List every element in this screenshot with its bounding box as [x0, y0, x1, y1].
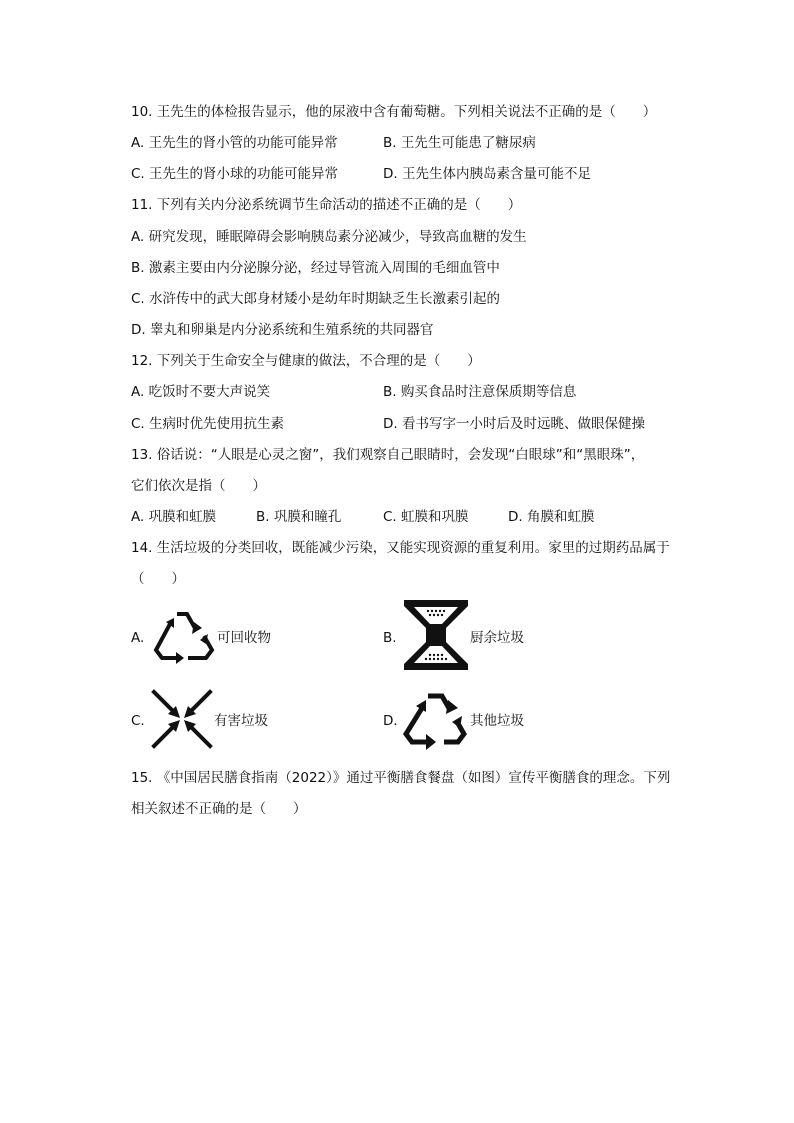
question-14-stem-line2: （ ）: [131, 571, 185, 587]
question-10-stem: 10. 王先生的体检报告显示，他的尿液中含有葡萄糖。下列相关说法不正确的是（ ）: [131, 104, 657, 120]
question-12-option-d: D. 看书写字一小时后及时远眺、做眼保健操: [383, 416, 645, 432]
question-12-option-b: B. 购买食品时注意保质期等信息: [383, 384, 577, 400]
hourglass-icon: [402, 598, 470, 672]
question-13-option-d: D. 角膜和虹膜: [508, 509, 595, 525]
question-11-option-d: D. 睾丸和卵巢是内分泌系统和生殖系统的共同器官: [131, 322, 434, 338]
question-14-option-a-letter: A.: [131, 630, 145, 646]
triangle-arrows-icon: [402, 688, 468, 750]
question-14-option-d-label: 其他垃圾: [470, 713, 524, 729]
question-10-option-a: A. 王先生的肾小管的功能可能异常: [131, 135, 338, 151]
inward-arrows-cross-icon: [150, 688, 214, 750]
question-15-stem-line2: 相关叙述不正确的是（ ）: [131, 801, 307, 817]
question-11-option-c: C. 水浒传中的武大郎身材矮小是幼年时期缺乏生长激素引起的: [131, 291, 501, 307]
question-14-option-b-label: 厨余垃圾: [470, 630, 524, 646]
question-11-option-b: B. 激素主要由内分泌腺分泌，经过导管流入周围的毛细血管中: [131, 260, 500, 276]
question-13-stem-line2: 它们依次是指（ ）: [131, 478, 266, 494]
question-10-option-d: D. 王先生体内胰岛素含量可能不足: [383, 166, 591, 182]
question-13-stem-line1: 13. 俗话说：“人眼是心灵之窗”，我们观察自己眼睛时，会发现“白眼球”和“黑眼珠”，: [131, 447, 645, 463]
question-14-option-a-label: 可回收物: [217, 630, 271, 646]
question-11-stem: 11. 下列有关内分泌系统调节生命活动的描述不正确的是（ ）: [131, 197, 522, 213]
question-11-option-a: A. 研究发现，睡眠障碍会影响胰岛素分泌减少，导致高血糖的发生: [131, 229, 527, 245]
question-14-stem-line1: 14. 生活垃圾的分类回收，既能减少污染，又能实现资源的重复利用。家里的过期药品属于: [131, 540, 670, 556]
question-12-stem: 12. 下列关于生命安全与健康的做法，不合理的是（ ）: [131, 353, 481, 369]
question-14-option-c-label: 有害垃圾: [214, 713, 268, 729]
question-13-option-b: B. 巩膜和瞳孔: [256, 509, 342, 525]
question-12-option-c: C. 生病时优先使用抗生素: [131, 416, 285, 432]
question-14-option-c-letter: C.: [131, 713, 145, 729]
question-14-option-b-letter: B.: [383, 630, 397, 646]
recycle-arrows-icon: [150, 608, 216, 664]
question-14-option-d-letter: D.: [383, 713, 398, 729]
question-15-stem-line1: 15. 《中国居民膳食指南（2022）》通过平衡膳食餐盘（如图）宣传平衡膳食的理念。下列: [131, 770, 671, 786]
question-13-option-a: A. 巩膜和虹膜: [131, 509, 217, 525]
question-10-option-b: B. 王先生可能患了糖尿病: [383, 135, 536, 151]
question-13-option-c: C. 虹膜和巩膜: [383, 509, 469, 525]
question-10-option-c: C. 王先生的肾小球的功能可能异常: [131, 166, 339, 182]
question-12-option-a: A. 吃饭时不要大声说笑: [131, 384, 271, 400]
